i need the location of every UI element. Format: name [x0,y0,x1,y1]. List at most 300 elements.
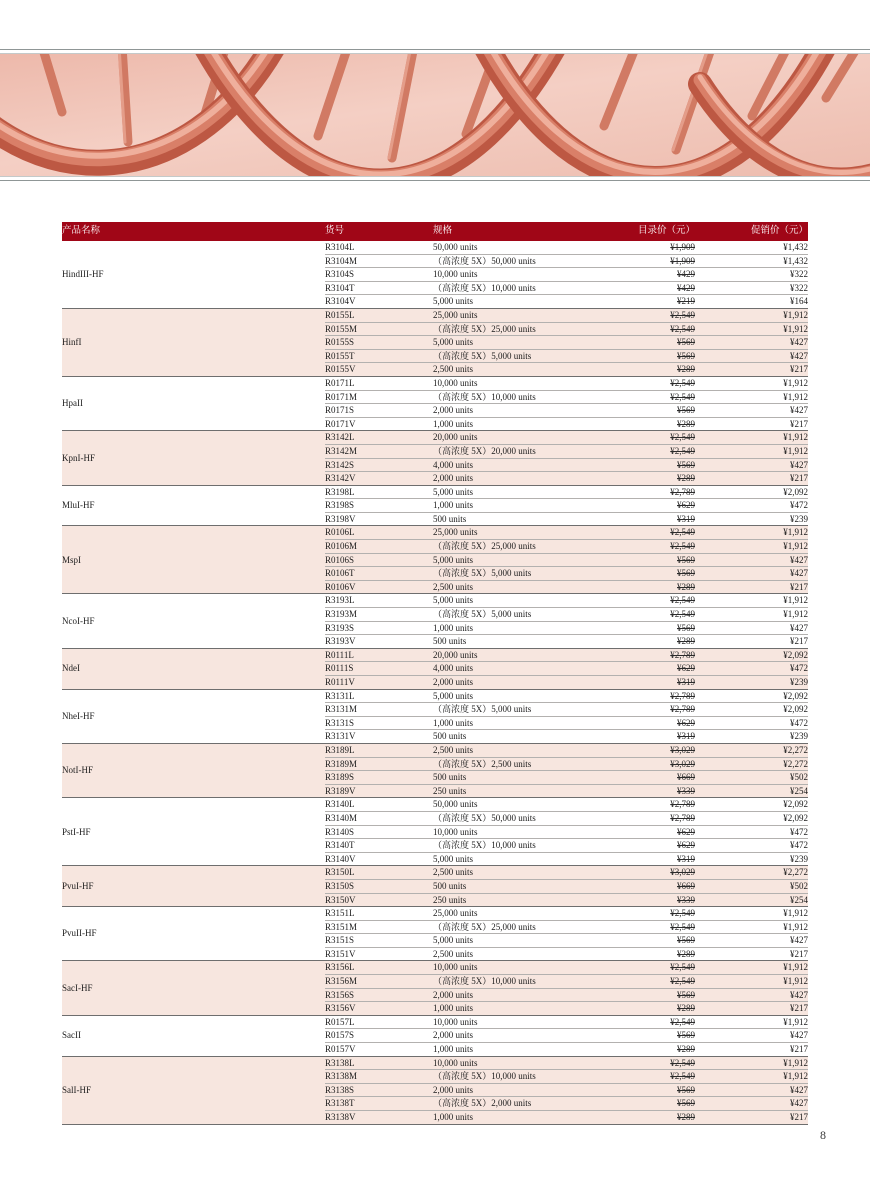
list-price-cell: ¥569 [573,458,695,472]
promo-price-cell: ¥217 [695,1043,808,1057]
table-row [62,743,808,757]
list-price-cell: ¥569 [573,988,695,1002]
promo-price-cell: ¥1,912 [695,1070,808,1084]
dna-banner [0,49,870,181]
list-price-cell: ¥319 [573,676,695,690]
catalog-number-cell: R3198S [325,499,433,513]
list-price-cell: ¥289 [573,472,695,486]
table-row [62,485,808,499]
product-name-cell: PstI-HF [62,798,325,866]
promo-price-cell: ¥472 [695,662,808,676]
promo-price-cell: ¥1,912 [695,390,808,404]
list-price-cell: ¥569 [573,1097,695,1111]
list-price-cell: ¥569 [573,567,695,581]
specification-cell: 2,000 units [433,1083,573,1097]
specification-cell: 1,000 units [433,417,573,431]
product-name-cell: SalI-HF [62,1056,325,1124]
specification-cell: 5,000 units [433,485,573,499]
catalog-number-cell: R0171L [325,376,433,390]
catalog-number-cell: R3138S [325,1083,433,1097]
specification-cell: 2,500 units [433,947,573,961]
list-price-cell: ¥2,549 [573,431,695,445]
promo-price-cell: ¥217 [695,472,808,486]
catalog-number-cell: R0157S [325,1029,433,1043]
promo-price-cell: ¥1,912 [695,594,808,608]
catalog-number-cell: R0157V [325,1043,433,1057]
catalog-number-cell: R3140S [325,825,433,839]
table-row [62,1015,808,1029]
specification-cell: （高浓度 5X）50,000 units [433,254,573,268]
specification-cell: （高浓度 5X）25,000 units [433,540,573,554]
list-price-cell: ¥629 [573,662,695,676]
specification-cell: 2,000 units [433,472,573,486]
list-price-cell: ¥429 [573,268,695,282]
specification-cell: 2,000 units [433,404,573,418]
specification-cell: 500 units [433,730,573,744]
catalog-number-cell: R0106S [325,553,433,567]
dna-helix-svg [0,54,870,176]
catalog-number-cell: R0111V [325,676,433,690]
list-price-cell: ¥629 [573,825,695,839]
product-name-cell: KpnI-HF [62,431,325,485]
promo-price-cell: ¥164 [695,295,808,309]
catalog-number-cell: R3156M [325,975,433,989]
product-name-cell: PvuI-HF [62,866,325,907]
catalog-number-cell: R3142V [325,472,433,486]
list-price-cell: ¥2,549 [573,907,695,921]
catalog-number-cell: R3104M [325,254,433,268]
catalog-number-cell: R0155T [325,349,433,363]
list-price-cell: ¥569 [573,336,695,350]
list-price-cell: ¥289 [573,947,695,961]
promo-price-cell: ¥239 [695,512,808,526]
table-row [62,798,808,812]
product-name-cell: PvuII-HF [62,907,325,961]
list-price-cell: ¥2,789 [573,798,695,812]
list-price-cell: ¥2,789 [573,811,695,825]
promo-price-cell: ¥1,912 [695,1056,808,1070]
specification-cell: 50,000 units [433,241,573,254]
catalog-number-cell: R0171S [325,404,433,418]
promo-price-cell: ¥1,912 [695,376,808,390]
promo-price-cell: ¥1,912 [695,444,808,458]
promo-price-cell: ¥1,432 [695,241,808,254]
promo-price-cell: ¥239 [695,852,808,866]
specification-cell: （高浓度 5X）5,000 units [433,349,573,363]
table-row [62,526,808,540]
list-price-cell: ¥339 [573,784,695,798]
promo-price-cell: ¥2,092 [695,798,808,812]
specification-cell: （高浓度 5X）2,000 units [433,1097,573,1111]
list-price-cell: ¥2,549 [573,1056,695,1070]
catalog-number-cell: R3189L [325,743,433,757]
table-row [62,241,808,254]
promo-price-cell: ¥1,912 [695,920,808,934]
list-price-cell: ¥289 [573,580,695,594]
promo-price-cell: ¥239 [695,676,808,690]
promo-price-cell: ¥254 [695,784,808,798]
specification-cell: 500 units [433,879,573,893]
catalog-number-cell: R3193M [325,608,433,622]
promo-price-cell: ¥427 [695,1029,808,1043]
promo-price-cell: ¥1,912 [695,961,808,975]
list-price-cell: ¥289 [573,1002,695,1016]
list-price-cell: ¥2,549 [573,376,695,390]
specification-cell: 2,000 units [433,676,573,690]
promo-price-cell: ¥1,912 [695,1015,808,1029]
column-header-list-price: 目录价（元） [573,222,695,241]
specification-cell: 1,000 units [433,716,573,730]
list-price-cell: ¥339 [573,893,695,907]
specification-cell: 250 units [433,893,573,907]
promo-price-cell: ¥2,272 [695,757,808,771]
specification-cell: （高浓度 5X）10,000 units [433,1070,573,1084]
promo-price-cell: ¥254 [695,893,808,907]
catalog-number-cell: R0111L [325,648,433,662]
catalog-number-cell: R3138L [325,1056,433,1070]
promo-price-cell: ¥427 [695,458,808,472]
catalog-number-cell: R3151L [325,907,433,921]
list-price-cell: ¥2,549 [573,608,695,622]
specification-cell: 5,000 units [433,852,573,866]
catalog-number-cell: R3151S [325,934,433,948]
product-name-cell: NcoI-HF [62,594,325,648]
list-price-cell: ¥2,549 [573,540,695,554]
catalog-number-cell: R3189S [325,771,433,785]
price-table [62,222,808,1125]
catalog-number-cell: R0155V [325,363,433,377]
promo-price-cell: ¥1,912 [695,526,808,540]
list-price-cell: ¥2,549 [573,975,695,989]
specification-cell: （高浓度 5X）10,000 units [433,839,573,853]
list-price-cell: ¥669 [573,879,695,893]
price-table-header [62,222,808,241]
catalog-number-cell: R3142L [325,431,433,445]
list-price-cell: ¥3,029 [573,743,695,757]
list-price-cell: ¥319 [573,852,695,866]
promo-price-cell: ¥472 [695,839,808,853]
specification-cell: 5,000 units [433,934,573,948]
catalog-number-cell: R0106L [325,526,433,540]
promo-price-cell: ¥217 [695,363,808,377]
promo-price-cell: ¥217 [695,947,808,961]
catalog-number-cell: R0155L [325,308,433,322]
specification-cell: 2,500 units [433,866,573,880]
product-name-cell: MluI-HF [62,485,325,526]
list-price-cell: ¥569 [573,934,695,948]
list-price-cell: ¥629 [573,716,695,730]
product-name-cell: NdeI [62,648,325,689]
promo-price-cell: ¥2,092 [695,689,808,703]
price-table-body [62,241,808,1124]
list-price-cell: ¥289 [573,1111,695,1125]
promo-price-cell: ¥427 [695,1083,808,1097]
catalog-number-cell: R3142M [325,444,433,458]
list-price-cell: ¥2,549 [573,1070,695,1084]
catalog-number-cell: R3140M [325,811,433,825]
catalog-number-cell: R3131V [325,730,433,744]
promo-price-cell: ¥2,092 [695,485,808,499]
list-price-cell: ¥289 [573,417,695,431]
list-price-cell: ¥569 [573,1029,695,1043]
promo-price-cell: ¥502 [695,771,808,785]
specification-cell: （高浓度 5X）5,000 units [433,608,573,622]
promo-price-cell: ¥1,912 [695,975,808,989]
list-price-cell: ¥2,789 [573,703,695,717]
catalog-number-cell: R0111S [325,662,433,676]
promo-price-cell: ¥2,092 [695,703,808,717]
specification-cell: （高浓度 5X）50,000 units [433,811,573,825]
promo-price-cell: ¥1,912 [695,907,808,921]
list-price-cell: ¥319 [573,512,695,526]
product-name-cell: SacII [62,1015,325,1056]
table-row [62,648,808,662]
specification-cell: 2,000 units [433,988,573,1002]
list-price-cell: ¥3,029 [573,866,695,880]
catalog-number-cell: R3104T [325,281,433,295]
specification-cell: 1,000 units [433,1111,573,1125]
header-row [62,222,808,241]
list-price-cell: ¥2,549 [573,961,695,975]
list-price-cell: ¥3,029 [573,757,695,771]
page-number: 8 [820,1128,826,1142]
product-name-cell: NheI-HF [62,689,325,743]
specification-cell: 500 units [433,635,573,649]
specification-cell: 5,000 units [433,336,573,350]
catalog-number-cell: R3131S [325,716,433,730]
specification-cell: 1,000 units [433,499,573,513]
list-price-cell: ¥429 [573,281,695,295]
specification-cell: 20,000 units [433,648,573,662]
catalog-number-cell: R3142S [325,458,433,472]
promo-price-cell: ¥427 [695,553,808,567]
catalog-number-cell: R3193V [325,635,433,649]
specification-cell: 5,000 units [433,594,573,608]
specification-cell: （高浓度 5X）20,000 units [433,444,573,458]
list-price-cell: ¥629 [573,839,695,853]
product-name-cell: MspI [62,526,325,594]
catalog-number-cell: R0155M [325,322,433,336]
column-header-product-name: 产品名称 [62,222,325,241]
specification-cell: 4,000 units [433,458,573,472]
specification-cell: （高浓度 5X）2,500 units [433,757,573,771]
promo-price-cell: ¥427 [695,404,808,418]
product-name-cell: HpaII [62,376,325,430]
specification-cell: 10,000 units [433,376,573,390]
promo-price-cell: ¥472 [695,825,808,839]
specification-cell: 1,000 units [433,1002,573,1016]
promo-price-cell: ¥2,092 [695,811,808,825]
product-name-cell: HinfI [62,308,325,376]
specification-cell: （高浓度 5X）25,000 units [433,920,573,934]
table-row [62,689,808,703]
list-price-cell: ¥629 [573,499,695,513]
specification-cell: 2,000 units [433,1029,573,1043]
catalog-number-cell: R0106V [325,580,433,594]
list-price-cell: ¥319 [573,730,695,744]
table-row [62,961,808,975]
list-price-cell: ¥569 [573,1083,695,1097]
list-price-cell: ¥569 [573,553,695,567]
specification-cell: （高浓度 5X）10,000 units [433,390,573,404]
promo-price-cell: ¥217 [695,1111,808,1125]
catalog-number-cell: R3193S [325,621,433,635]
catalog-number-cell: R0171M [325,390,433,404]
specification-cell: 10,000 units [433,1015,573,1029]
catalog-number-cell: R3198L [325,485,433,499]
promo-price-cell: ¥322 [695,281,808,295]
catalog-number-cell: R0106M [325,540,433,554]
specification-cell: （高浓度 5X）5,000 units [433,703,573,717]
catalog-number-cell: R3104S [325,268,433,282]
catalog-number-cell: R3150S [325,879,433,893]
column-header-specification: 规格 [433,222,573,241]
specification-cell: 25,000 units [433,907,573,921]
list-price-cell: ¥669 [573,771,695,785]
product-name-cell: NotI-HF [62,743,325,797]
promo-price-cell: ¥502 [695,879,808,893]
column-header-catalog-number: 货号 [325,222,433,241]
list-price-cell: ¥2,549 [573,594,695,608]
specification-cell: 2,500 units [433,363,573,377]
catalog-number-cell: R3193L [325,594,433,608]
catalog-number-cell: R3140L [325,798,433,812]
catalog-number-cell: R3131M [325,703,433,717]
specification-cell: 10,000 units [433,961,573,975]
specification-cell: 5,000 units [433,553,573,567]
dna-helix-image [0,53,870,177]
list-price-cell: ¥289 [573,1043,695,1057]
promo-price-cell: ¥427 [695,349,808,363]
product-name-cell: SacI-HF [62,961,325,1015]
list-price-cell: ¥569 [573,621,695,635]
promo-price-cell: ¥472 [695,499,808,513]
promo-price-cell: ¥2,272 [695,866,808,880]
list-price-cell: ¥219 [573,295,695,309]
specification-cell: 1,000 units [433,1043,573,1057]
specification-cell: 25,000 units [433,308,573,322]
specification-cell: 250 units [433,784,573,798]
catalog-number-cell: R3189V [325,784,433,798]
promo-price-cell: ¥427 [695,336,808,350]
promo-price-cell: ¥427 [695,988,808,1002]
catalog-number-cell: R3138M [325,1070,433,1084]
catalog-number-cell: R0106T [325,567,433,581]
list-price-cell: ¥2,789 [573,689,695,703]
specification-cell: （高浓度 5X）5,000 units [433,567,573,581]
table-row [62,1056,808,1070]
catalog-number-cell: R3140V [325,852,433,866]
specification-cell: 10,000 units [433,825,573,839]
table-row [62,907,808,921]
catalog-number-cell: R0171V [325,417,433,431]
catalog-number-cell: R3156L [325,961,433,975]
list-price-cell: ¥289 [573,635,695,649]
promo-price-cell: ¥427 [695,1097,808,1111]
catalog-number-cell: R3156S [325,988,433,1002]
list-price-cell: ¥2,549 [573,526,695,540]
specification-cell: 5,000 units [433,689,573,703]
catalog-number-cell: R3150L [325,866,433,880]
catalog-number-cell: R3150V [325,893,433,907]
list-price-cell: ¥569 [573,404,695,418]
table-row [62,594,808,608]
catalog-number-cell: R3198V [325,512,433,526]
column-header-promo-price: 促销价（元） [695,222,808,241]
catalog-number-cell: R3138T [325,1097,433,1111]
catalog-number-cell: R3104V [325,295,433,309]
catalog-number-cell: R3138V [325,1111,433,1125]
promo-price-cell: ¥1,912 [695,308,808,322]
specification-cell: 4,000 units [433,662,573,676]
specification-cell: 25,000 units [433,526,573,540]
list-price-cell: ¥2,789 [573,648,695,662]
promo-price-cell: ¥427 [695,934,808,948]
list-price-cell: ¥2,549 [573,390,695,404]
promo-price-cell: ¥2,272 [695,743,808,757]
list-price-cell: ¥1,909 [573,254,695,268]
specification-cell: 10,000 units [433,1056,573,1070]
specification-cell: 10,000 units [433,268,573,282]
product-name-cell: HindIII-HF [62,241,325,308]
list-price-cell: ¥2,549 [573,1015,695,1029]
specification-cell: （高浓度 5X）10,000 units [433,975,573,989]
specification-cell: （高浓度 5X）25,000 units [433,322,573,336]
catalog-number-cell: R3131L [325,689,433,703]
catalog-number-cell: R0155S [325,336,433,350]
list-price-cell: ¥2,789 [573,485,695,499]
specification-cell: 50,000 units [433,798,573,812]
table-row [62,308,808,322]
list-price-cell: ¥569 [573,349,695,363]
promo-price-cell: ¥217 [695,417,808,431]
list-price-cell: ¥289 [573,363,695,377]
specification-cell: 2,500 units [433,580,573,594]
table-row [62,431,808,445]
promo-price-cell: ¥1,912 [695,540,808,554]
promo-price-cell: ¥1,912 [695,608,808,622]
list-price-cell: ¥2,549 [573,444,695,458]
promo-price-cell: ¥1,912 [695,431,808,445]
catalog-number-cell: R3189M [325,757,433,771]
catalog-number-cell: R3151V [325,947,433,961]
promo-price-cell: ¥239 [695,730,808,744]
promo-price-cell: ¥1,912 [695,322,808,336]
table-row [62,376,808,390]
list-price-cell: ¥2,549 [573,322,695,336]
table-row [62,866,808,880]
list-price-cell: ¥2,549 [573,920,695,934]
specification-cell: 500 units [433,512,573,526]
promo-price-cell: ¥217 [695,635,808,649]
specification-cell: （高浓度 5X）10,000 units [433,281,573,295]
specification-cell: 2,500 units [433,743,573,757]
specification-cell: 500 units [433,771,573,785]
list-price-cell: ¥2,549 [573,308,695,322]
catalog-number-cell: R0157L [325,1015,433,1029]
promo-price-cell: ¥472 [695,716,808,730]
promo-price-cell: ¥217 [695,1002,808,1016]
promo-price-cell: ¥427 [695,621,808,635]
catalog-number-cell: R3104L [325,241,433,254]
promo-price-cell: ¥217 [695,580,808,594]
specification-cell: 5,000 units [433,295,573,309]
specification-cell: 20,000 units [433,431,573,445]
list-price-cell: ¥1,909 [573,241,695,254]
catalog-number-cell: R3151M [325,920,433,934]
catalog-number-cell: R3140T [325,839,433,853]
promo-price-cell: ¥427 [695,567,808,581]
